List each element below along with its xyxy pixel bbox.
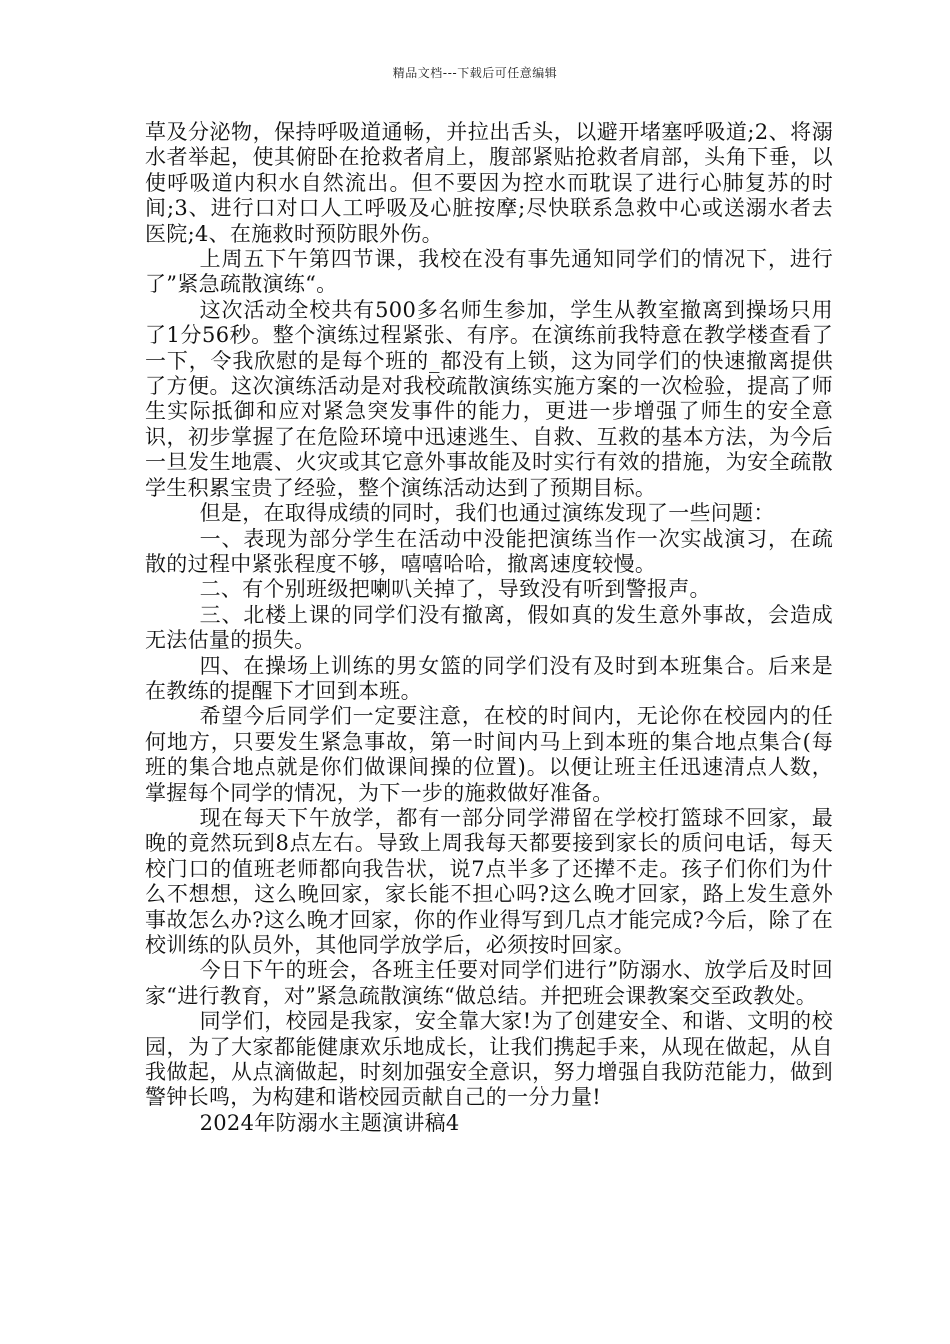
paragraph: 草及分泌物，保持呼吸道通畅，并拉出舌头，以避开堵塞呼吸道;2、将溺水者举起，使其俯卧在抢救者肩上，腹部紧贴抢救者肩部，头角下垂，以使呼吸道内积水自然流出。但不要因为控水而耽误了进行心肺复苏的时间;3、进行口对口人工呼吸及心脏按摩;尽快联系急救中心或送溺水者去医院;4、在施救时预防眼外伤。 bbox=[145, 120, 833, 246]
paragraph: 这次活动全校共有500多名师生参加，学生从教室撤离到操场只用了1分56秒。整个演练过程紧张、有序。在演练前我特意在教学楼查看了一下，令我欣慰的是每个班的_都没有上锁，这为同学们的快速撤离提供了方便。这次演练活动是对我校疏散演练实施方案的一次检验，提高了师生实际抵御和应对紧急突发事件的能力，更进一步增强了师生的安全意识，初步掌握了在危险环境中迅速逃生、自救、互救的基本方法，为今后一旦发生地震、火灾或其它意外事故能及时实行有效的措施，为安全疏散学生积累宝贵了经验，整个演练活动达到了预期目标。 bbox=[145, 297, 833, 500]
document-body bbox=[145, 120, 833, 1136]
paragraph: 二、有个别班级把喇叭关掉了，导致没有听到警报声。 bbox=[199, 577, 711, 602]
section-title: 2024年防溺水主题演讲稿4 bbox=[199, 1110, 460, 1135]
paragraph: 今日下午的班会，各班主任要对同学们进行”防溺水、放学后及时回家“进行教育，对”紧急疏散演练“做总结。并把班会课教案交至政教处。 bbox=[145, 958, 833, 1008]
page-header: 精品文档---下载后可任意编辑 bbox=[392, 66, 558, 80]
paragraph: 上周五下午第四节课，我校在没有事先通知同学们的情况下，进行了”紧急疏散演练“。 bbox=[145, 247, 833, 297]
paragraph: 但是，在取得成绩的同时，我们也通过演练发现了一些问题： bbox=[199, 501, 775, 526]
paragraph: 希望今后同学们一定要注意，在校的时间内，无论你在校园内的任何地方，只要发生紧急事故，第一时间内马上到本班的集合地点集合(每班的集合地点就是你们做课间操的位置)。以便让班主任迅速清点人数，掌握每个同学的情况，为下一步的施救做好准备。 bbox=[145, 704, 833, 805]
paragraph: 同学们，校园是我家，安全靠大家!为了创建安全、和谐、文明的校园，为了大家都能健康欢乐地成长，让我们携起手来，从现在做起，从自我做起，从点滴做起，时刻加强安全意识，努力增强自我防范能力，做到警钟长鸣，为构建和谐校园贡献自己的一分力量! bbox=[145, 1009, 833, 1110]
paragraph: 四、在操场上训练的男女篮的同学们没有及时到本班集合。后来是在教练的提醒下才回到本班。 bbox=[145, 653, 833, 703]
paragraph: 现在每天下午放学，都有一部分同学滞留在学校打篮球不回家，最晚的竟然玩到8点左右。导致上周我每天都要接到家长的质问电话，每天校门口的值班老师都向我告状，说7点半多了还撵不走。孩子们你们为什么不想想，这么晚回家，家长能不担心吗?这么晚才回家，路上发生意外事故怎么办?这么晚才回家，你的作业得写到几点才能完成?今后，除了在校训练的队员外，其他同学放学后，必须按时回家。 bbox=[145, 805, 833, 957]
paragraph: 一、表现为部分学生在活动中没能把演练当作一次实战演习，在疏散的过程中紧张程度不够，嘻嘻哈哈，撤离速度较慢。 bbox=[145, 526, 833, 576]
paragraph: 三、北楼上课的同学们没有撤离，假如真的发生意外事故，会造成无法估量的损失。 bbox=[145, 602, 833, 653]
